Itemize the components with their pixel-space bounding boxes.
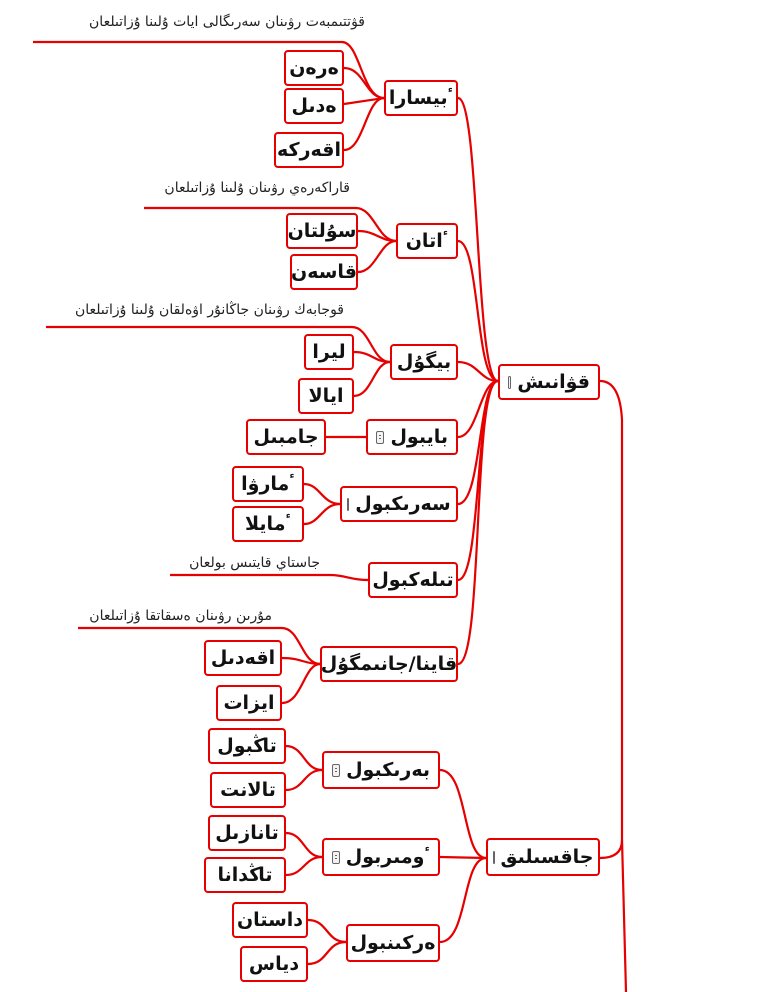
node-label: ٴاتان	[405, 230, 449, 252]
node-label: قاينا/جانىمگۇل	[320, 653, 458, 675]
note-icon	[332, 851, 340, 864]
connector	[440, 770, 486, 858]
note-kaina: مۇرىن رۋىنان ەسقاتقا ۇزاتىلعان	[89, 608, 272, 624]
node-atan[interactable]	[396, 223, 458, 259]
node-zhaksylyk[interactable]	[486, 838, 600, 876]
connector	[440, 858, 486, 942]
node-kaina[interactable]	[320, 646, 458, 682]
node-akedil[interactable]	[204, 640, 282, 676]
node-label: سەرىكبول	[355, 493, 451, 515]
node-label: ەرەن	[289, 57, 339, 79]
node-label: ٴبيسارا	[388, 87, 454, 109]
node-talant[interactable]	[210, 772, 286, 808]
connector	[354, 352, 390, 362]
node-qwanysh[interactable]	[498, 364, 600, 400]
node-label: بايبول	[390, 426, 448, 448]
node-tanazyl[interactable]	[208, 815, 286, 851]
node-label: بەرىكبول	[346, 759, 430, 781]
node-label: داستان	[236, 909, 304, 931]
connector	[358, 241, 396, 272]
node-baibol[interactable]	[366, 419, 458, 455]
node-label: دياس	[248, 953, 300, 975]
note-bigol: قوجابەك رۋىنان جاڭانۇر اۋەلقان ۇلىنا ۇزاتىلعان	[74, 302, 344, 318]
connector	[144, 208, 396, 241]
node-label: اقەركە	[277, 139, 341, 161]
node-serikbol[interactable]	[340, 486, 458, 522]
connector	[600, 381, 622, 858]
node-omirbol[interactable]	[322, 838, 440, 876]
node-label: تاڭبول	[217, 735, 277, 757]
node-label: ەركىنبول	[350, 932, 436, 954]
connector	[304, 484, 340, 504]
node-lira[interactable]	[304, 334, 354, 370]
node-zhambyl[interactable]	[246, 419, 326, 455]
node-kasen[interactable]	[290, 254, 358, 290]
note-atan: قاراكەرەي رۋىنان ۇلىنا ۇزاتىلعان	[164, 180, 350, 196]
node-tanadana[interactable]	[204, 857, 286, 893]
node-label: تانازىل	[215, 822, 279, 844]
connector	[286, 857, 322, 875]
connector	[622, 840, 626, 992]
node-label: تالانت	[220, 779, 276, 801]
connector	[308, 942, 346, 964]
node-label: ليرا	[312, 341, 346, 363]
node-label: اقەدىل	[210, 647, 276, 669]
node-bigol[interactable]	[390, 344, 458, 380]
connector	[282, 658, 320, 664]
note-icon	[332, 764, 340, 777]
connector	[344, 98, 384, 150]
note-icon	[493, 851, 495, 864]
node-label: جاقسىلىق	[500, 846, 594, 868]
node-tagbol[interactable]	[208, 728, 286, 764]
node-dastan[interactable]	[232, 902, 308, 938]
node-label: جامبىل	[253, 426, 319, 448]
node-berikbol[interactable]	[322, 751, 440, 789]
node-dias[interactable]	[240, 946, 308, 982]
note-tilekbol: جاستاي قايتىس بولعان	[189, 555, 320, 571]
node-label: بيگۇل	[396, 351, 452, 373]
node-label: تىلەكبول	[372, 569, 454, 591]
node-label: قۋانىش	[517, 371, 590, 393]
connector	[458, 381, 498, 664]
connector	[170, 575, 368, 580]
connector	[440, 857, 486, 858]
node-aizat[interactable]	[216, 685, 282, 721]
node-label: سۇلتان	[287, 220, 357, 242]
connector	[304, 504, 340, 524]
connector	[458, 98, 498, 381]
connector	[286, 770, 322, 790]
node-erkinbol[interactable]	[346, 924, 440, 962]
node-label: ايالا	[308, 385, 344, 407]
node-marua[interactable]	[232, 466, 304, 502]
node-maila[interactable]	[232, 506, 304, 542]
node-label: تاڭدانا	[217, 864, 273, 886]
connector	[354, 362, 390, 396]
node-sultan[interactable]	[286, 213, 358, 249]
node-oran[interactable]	[284, 50, 344, 86]
node-aila[interactable]	[298, 378, 354, 414]
connector	[286, 746, 322, 770]
connector	[286, 833, 322, 857]
connector	[358, 231, 396, 241]
note-bisara: قۋتتىمبەت رۋىنان سەرىگالى ايات ۇلىنا ۇزاتىلعان	[89, 14, 365, 30]
connector	[282, 664, 320, 703]
node-label: ٴومىربول	[345, 846, 430, 868]
node-label: ايزات	[223, 692, 275, 714]
note-icon	[508, 376, 511, 389]
node-odil[interactable]	[284, 88, 344, 124]
node-label: ٴمايلا	[245, 513, 292, 535]
node-bisara[interactable]	[384, 80, 458, 116]
connector	[344, 68, 384, 98]
node-label: قاسەن	[291, 261, 357, 283]
note-icon	[376, 431, 384, 444]
node-label: ٴمارۋا	[241, 473, 295, 495]
connector	[308, 920, 346, 942]
node-akerke[interactable]	[274, 132, 344, 168]
node-tilekbol[interactable]	[368, 562, 458, 598]
note-icon	[347, 498, 349, 511]
node-label: ەدىل	[291, 95, 337, 117]
